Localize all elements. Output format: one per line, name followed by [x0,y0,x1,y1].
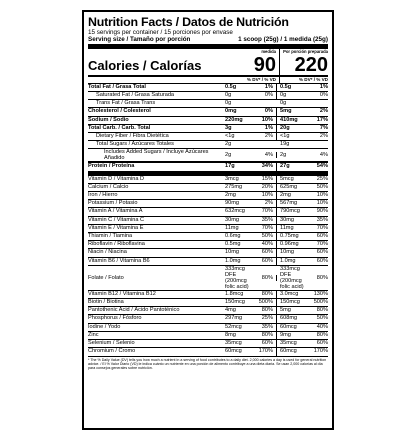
amount-per-portion: 10mg [280,249,294,256]
dv-per-portion: 2% [319,108,328,115]
vitamin-row [88,248,328,256]
dv-per-portion: 50% [316,183,328,190]
dv-per-scoop: 80% [255,275,277,281]
amount-per-scoop: 3mcg [225,175,239,182]
amount-per-scoop: 0.6mg [225,233,241,240]
dv-per-scoop: 25% [255,315,277,322]
nutrient-row [88,99,328,107]
dv-per-portion: 80% [316,307,328,314]
nutrition-facts-panel [82,10,334,430]
dv-per-portion: 70% [316,224,328,231]
amount-per-portion: 410mg [280,116,298,123]
dv-per-scoop: 1% [255,84,277,91]
amount-per-portion: 27g [280,163,290,170]
col2-header: Per prepared portion / Por porción preparada [283,44,328,55]
dv-per-scoop: 170% [255,348,277,355]
dv-per-portion: 90% [316,208,328,215]
dv-per-scoop: 70% [255,208,277,215]
amount-per-scoop: 632mcg [225,208,245,215]
amount-per-portion: 19g [280,141,290,148]
dv-per-scoop: 4% [255,152,277,158]
row-label: Phosphorus / Fósforo [88,315,142,322]
vitamin-row [88,257,328,265]
dv-per-scoop: 35% [255,324,277,331]
row-label: Dietary Fiber / Fibra Dietética [96,133,169,140]
vitamin-row [88,175,328,183]
amount-per-scoop: 52mcg [225,323,242,330]
row-label: Potassium / Potasio [88,200,138,207]
amount-per-portion: 1.0mg [280,257,296,264]
amount-per-scoop: 2g [225,141,232,148]
vitamin-row [88,331,328,339]
row-label: Saturated Fat / Grasa Saturada [96,92,175,99]
amount-per-portion: 0g [280,100,287,107]
vitamin-row [88,224,328,232]
amount-per-portion: 5mg [280,108,292,115]
dv-per-portion: 50% [316,315,328,322]
row-label: Riboflavin / Riboflavina [88,241,145,248]
col1-header: Per 1 scoop / Por 1 medida [238,44,276,55]
vitamin-row [88,191,328,199]
row-label: Zinc [88,331,99,338]
calories-col-2 [280,45,328,75]
vitamin-list [88,175,328,356]
dv-per-scoop: 60% [255,340,277,347]
dv-per-scoop: 20% [255,184,277,191]
row-label: Total Sugars / Azúcares Totales [96,141,174,148]
row-label: Includes Added Sugars / Incluye Azúcares Añadido [104,149,209,162]
amount-per-scoop: 2mg [225,192,236,199]
amount-per-portion: 0.5g [280,83,292,90]
row-label: Pantothenic Acid / Ácido Pantoténico [88,307,180,314]
dv-per-portion: 40% [316,323,328,330]
nutrient-row [88,83,328,91]
amount-per-portion: 3.0mcg [280,290,299,297]
dv-per-portion: 60% [316,233,328,240]
amount-per-portion: 2g [280,152,287,159]
nutrient-row [88,91,328,99]
dv-per-scoop: 34% [255,163,277,170]
amount-per-portion: 0.75mg [280,233,299,240]
nutrient-row [88,148,328,161]
row-label: Vitamin A / Vitamina A [88,208,143,215]
row-label: Niacin / Niacina [88,249,127,256]
amount-per-scoop: <1g [225,133,235,140]
amount-per-portion: 0g [280,92,287,99]
dv-per-portion: 17% [316,116,328,123]
dv-per-portion: 80% [316,274,328,281]
calories-value-2: 220 [294,53,328,76]
amount-per-scoop: 275mg [225,183,243,190]
dv-per-scoop: 2% [255,133,277,140]
amount-per-scoop: 2g [225,152,232,159]
vitamin-row [88,290,328,298]
nutrient-row [88,124,328,132]
dv-per-portion: 60% [316,257,328,264]
vitamin-row [88,183,328,191]
dv-per-scoop: 60% [255,249,277,256]
amount-per-scoop: 220mg [225,116,243,123]
dv-per-portion: 0% [319,92,328,99]
vitamin-row [88,347,328,355]
dv-per-portion: 10% [316,200,328,207]
amount-per-scoop: 60mcg [225,348,242,355]
amount-per-scoop: 297mg [225,315,243,322]
dv-per-portion: 130% [313,290,328,297]
amount-per-scoop: 0g [225,100,232,107]
dv-per-portion: 7% [319,124,328,131]
dv-per-scoop: 0% [255,92,277,99]
amount-per-portion: 60mcg [280,348,297,355]
calories-row [88,44,328,76]
nutrient-row [88,107,328,115]
nutrient-list [88,83,328,171]
amount-per-scoop: 30mg [225,216,239,223]
row-label: Vitamin E / Vitamina E [88,224,144,231]
row-label: Protein / Proteína [88,163,135,170]
nutrient-row [88,132,328,140]
amount-per-portion: 20g [280,124,290,131]
row-label: Vitamin B12 / Vitamina B12 [88,290,156,297]
nutrient-row [88,161,328,170]
amount-per-scoop: 333mcg DFE (200mcg folic acid) [225,265,249,290]
amount-per-portion: 567mg [280,200,298,207]
dv-per-portion: 10% [316,192,328,199]
vitamin-row [88,306,328,314]
amount-per-scoop: 150mcg [225,299,245,306]
dv-header-1: % DV* / % VD [228,77,280,83]
vitamin-row [88,232,328,240]
row-label: Selenium / Selenio [88,340,135,347]
calories-label: Calories / Calorías [88,57,202,73]
dv-per-scoop: 40% [255,241,277,248]
amount-per-portion: 5mg [280,307,291,314]
dv-per-scoop: 35% [255,217,277,224]
amount-per-portion: 150mcg [280,299,300,306]
amount-per-portion: 2mg [280,192,291,199]
dv-per-scoop: 10% [255,192,277,199]
vitamin-row [88,323,328,331]
dv-per-portion: 170% [313,348,328,355]
serving-size-label: Serving size / Tamaño por porción [88,36,191,44]
amount-per-portion: 5mcg [280,175,294,182]
dv-per-scoop: 10% [255,117,277,124]
row-label: Vitamin B6 / Vitamina B6 [88,257,150,264]
row-label: Sodium / Sodio [88,116,129,123]
calories-col-1 [228,45,280,75]
dv-per-portion: 35% [316,216,328,223]
vitamin-row [88,207,328,215]
row-label: Biotin / Biotina [88,299,124,306]
vitamin-row [88,339,328,347]
amount-per-portion: <1g [280,133,290,140]
amount-per-portion: 11mg [280,224,294,231]
amount-per-portion: 60mcg [280,323,297,330]
calories-value-1: 90 [253,53,276,76]
dv-per-scoop: 2% [255,200,277,207]
vitamin-row [88,216,328,224]
row-label: Chromium / Cromo [88,348,136,355]
row-label: Folate / Folato [88,274,124,281]
amount-per-scoop: 90mg [225,200,239,207]
amount-per-scoop: 4mg [225,307,236,314]
dv-per-scoop: 50% [255,233,277,240]
amount-per-portion: 608mg [280,315,298,322]
serving-size [88,36,328,43]
vitamin-row [88,199,328,207]
amount-per-scoop: 0g [225,92,232,99]
row-label: Total Fat / Grasa Total [88,83,146,90]
row-label: Iron / Hierro [88,192,118,199]
amount-per-portion: 35mcg [280,340,297,347]
amount-per-scoop: 0.5mg [225,241,241,248]
amount-per-portion: 9mg [280,331,291,338]
dv-per-scoop: 70% [255,225,277,232]
row-label: Vitamin C / Vitamina C [88,216,145,223]
amount-per-portion: 30mg [280,216,294,223]
dv-per-portion: 2% [319,133,328,140]
dv-per-portion: 80% [316,331,328,338]
dv-per-scoop: 0% [255,108,277,115]
nutrient-row [88,140,328,148]
row-label: Cholesterol / Colesterol [88,108,151,115]
dv-per-portion: 500% [313,299,328,306]
row-label: Thiamin / Tiamina [88,233,133,240]
dv-per-scoop: 15% [255,176,277,183]
row-label: Calcium / Calcio [88,183,129,190]
amount-per-scoop: 11mg [225,224,239,231]
amount-per-scoop: 35mcg [225,340,242,347]
dv-header-row [88,75,328,83]
amount-per-portion: 790mcg [280,208,300,215]
amount-per-scoop: 0mg [225,108,237,115]
panel-title: Nutrition Facts / Datos de Nutrición [88,15,289,29]
row-label: Vitamin D / Vitamina D [88,175,145,182]
nutrient-row [88,116,328,124]
dv-per-scoop: 500% [255,299,277,306]
vitamin-row [88,298,328,306]
vitamin-row [88,265,328,290]
footnote: * The % Daily Value (DV) tells you how much a nutrient in a serving of food contributes to a daily diet. 2,000 calories a day is used for general nutrition advice. / El % Valor Diario (VD) le indica cuánto un nutriente en una porción de alimento contribuye a una dieta diaria. Se usan 2,000 calorías al día para consejos generales sobre nutrición. [88,357,327,371]
dv-per-portion: 1% [319,83,328,90]
serving-size-value: 1 scoop (25g) / 1 medida (25g) [238,36,328,44]
row-label: Iodine / Yodo [88,323,121,330]
dv-per-portion: 70% [316,241,328,248]
dv-per-portion: 4% [319,152,328,159]
servings-per-container: 15 servings per container / 15 porciones por envase [88,29,233,36]
amount-per-portion: 333mcg DFE (200mcg folic acid) [280,265,304,290]
dv-per-portion: 60% [316,340,328,347]
row-label: Trans Fat / Grasa Trans [96,100,156,107]
amount-per-scoop: 0.5g [225,83,237,90]
amount-per-scoop: 8mg [225,331,236,338]
amount-per-scoop: 3g [225,124,232,131]
dv-per-portion: 25% [316,175,328,182]
dv-per-scoop: 80% [255,332,277,339]
vitamin-row [88,314,328,322]
vitamin-row [88,240,328,248]
amount-per-scoop: 1.0mg [225,257,241,264]
amount-per-scoop: 1.8mcg [225,290,244,297]
dv-header-2: % DV* / % VD [298,76,328,82]
amount-per-scoop: 17g [225,163,235,170]
amount-per-scoop: 10mg [225,249,239,256]
dv-per-scoop: 60% [255,258,277,265]
dv-per-scoop: 1% [255,125,277,132]
row-label: Total Carb. / Carb. Total [88,124,151,131]
dv-per-scoop: 80% [255,291,277,298]
amount-per-portion: 625mg [280,183,298,190]
dv-per-scoop: 80% [255,307,277,314]
dv-per-portion: 54% [316,163,328,170]
dv-per-portion: 60% [316,249,328,256]
amount-per-portion: 0.96mg [280,241,299,248]
